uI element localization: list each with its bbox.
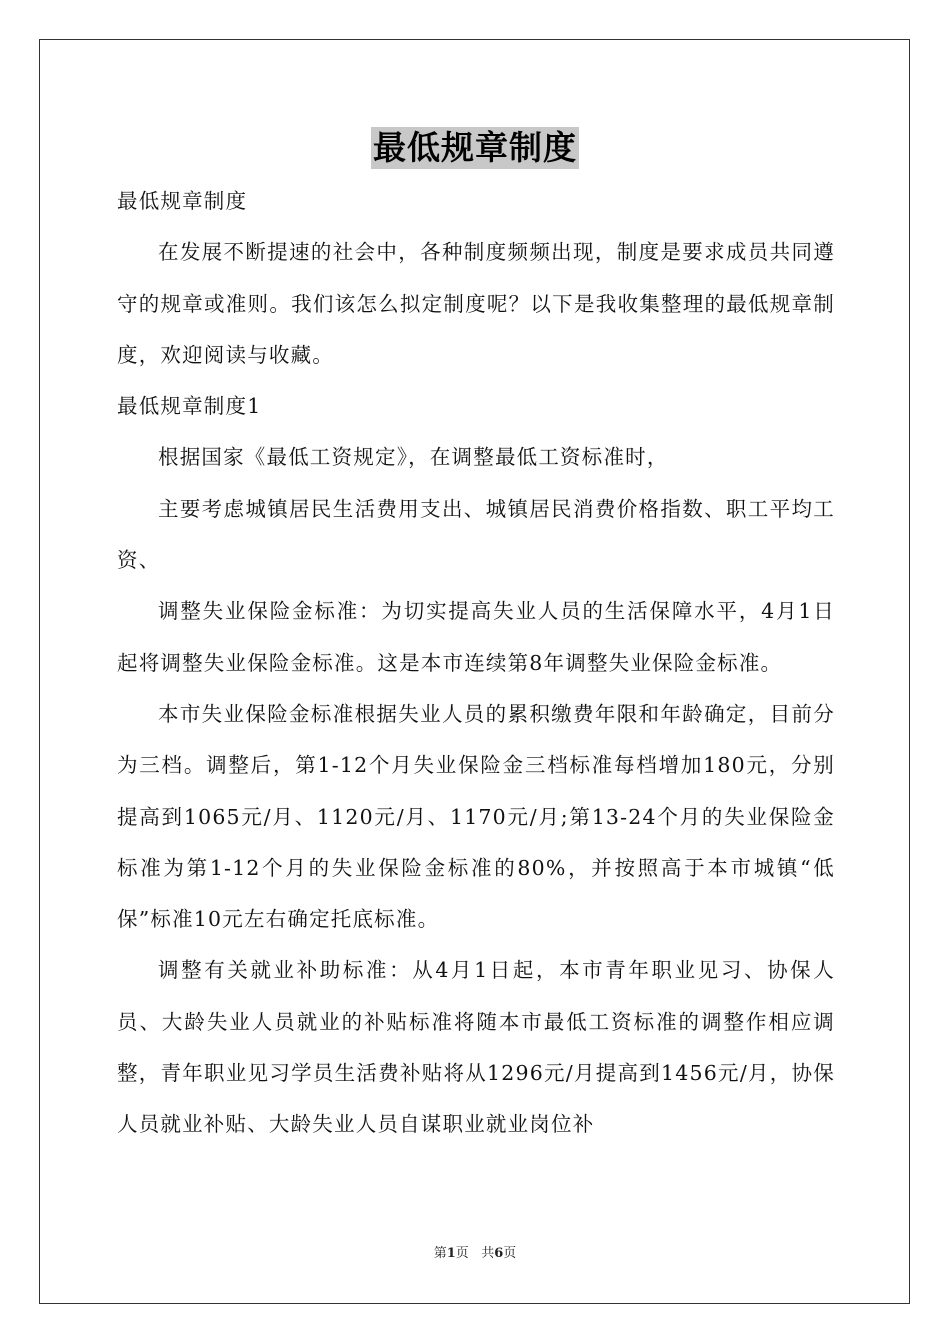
paragraph-intro: 在发展不断提速的社会中，各种制度频频出现，制度是要求成员共同遵守的规章或准则。我们该怎么拟定制度呢？以下是我收集整理的最低规章制度，欢迎阅读与收藏。 (117, 240, 835, 367)
page-footer (0, 1245, 950, 1263)
paragraph: 主要考虑城镇居民生活费用支出、城镇居民消费价格指数、职工平均工资、 (117, 496, 835, 573)
document-body (117, 176, 835, 1151)
section-heading: 最低规章制度1 (117, 394, 262, 419)
paragraph: 调整有关就业补助标准：从4月1日起，本市青年职业见习、协保人员、大龄失业人员就业的补贴标准将随本市最低工资标准的调整作相应调整，青年职业见习学员生活费补贴将从1296元/月提高到1456元/月，协保人员就业补贴、大龄失业人员自谋职业就业岗位补 (117, 958, 835, 1137)
paragraph: 根据国家《最低工资规定》，在调整最低工资标准时， (158, 445, 669, 470)
footer-page-number: 1 (446, 1246, 456, 1261)
paragraph: 调整失业保险金标准：为切实提高失业人员的生活保障水平，4月1日起将调整失业保险金标准。这是本市连续第8年调整失业保险金标准。 (117, 599, 835, 675)
paragraph: 本市失业保险金标准根据失业人员的累积缴费年限和年龄确定，目前分为三档。调整后，第1-12个月失业保险金三档标准每档增加180元，分别提高到1065元/月、1120元/月、1170元/月;第13-24个月的失业保险金标准为第1-12个月的失业保险金标准的80%，并按照高于本市城镇“低保”标准10元左右确定托底标准。 (117, 701, 835, 932)
footer-total-pages: 6 (494, 1246, 504, 1261)
page-title: 最低规章制度 (373, 128, 577, 167)
title-area (0, 127, 950, 169)
footer-total-suffix: 页 (503, 1246, 517, 1261)
paragraph-subtitle: 最低规章制度 (117, 189, 248, 213)
footer-prefix: 第 (433, 1246, 447, 1261)
footer-page-suffix: 页 (455, 1246, 469, 1261)
footer-total-prefix: 共 (481, 1246, 495, 1261)
